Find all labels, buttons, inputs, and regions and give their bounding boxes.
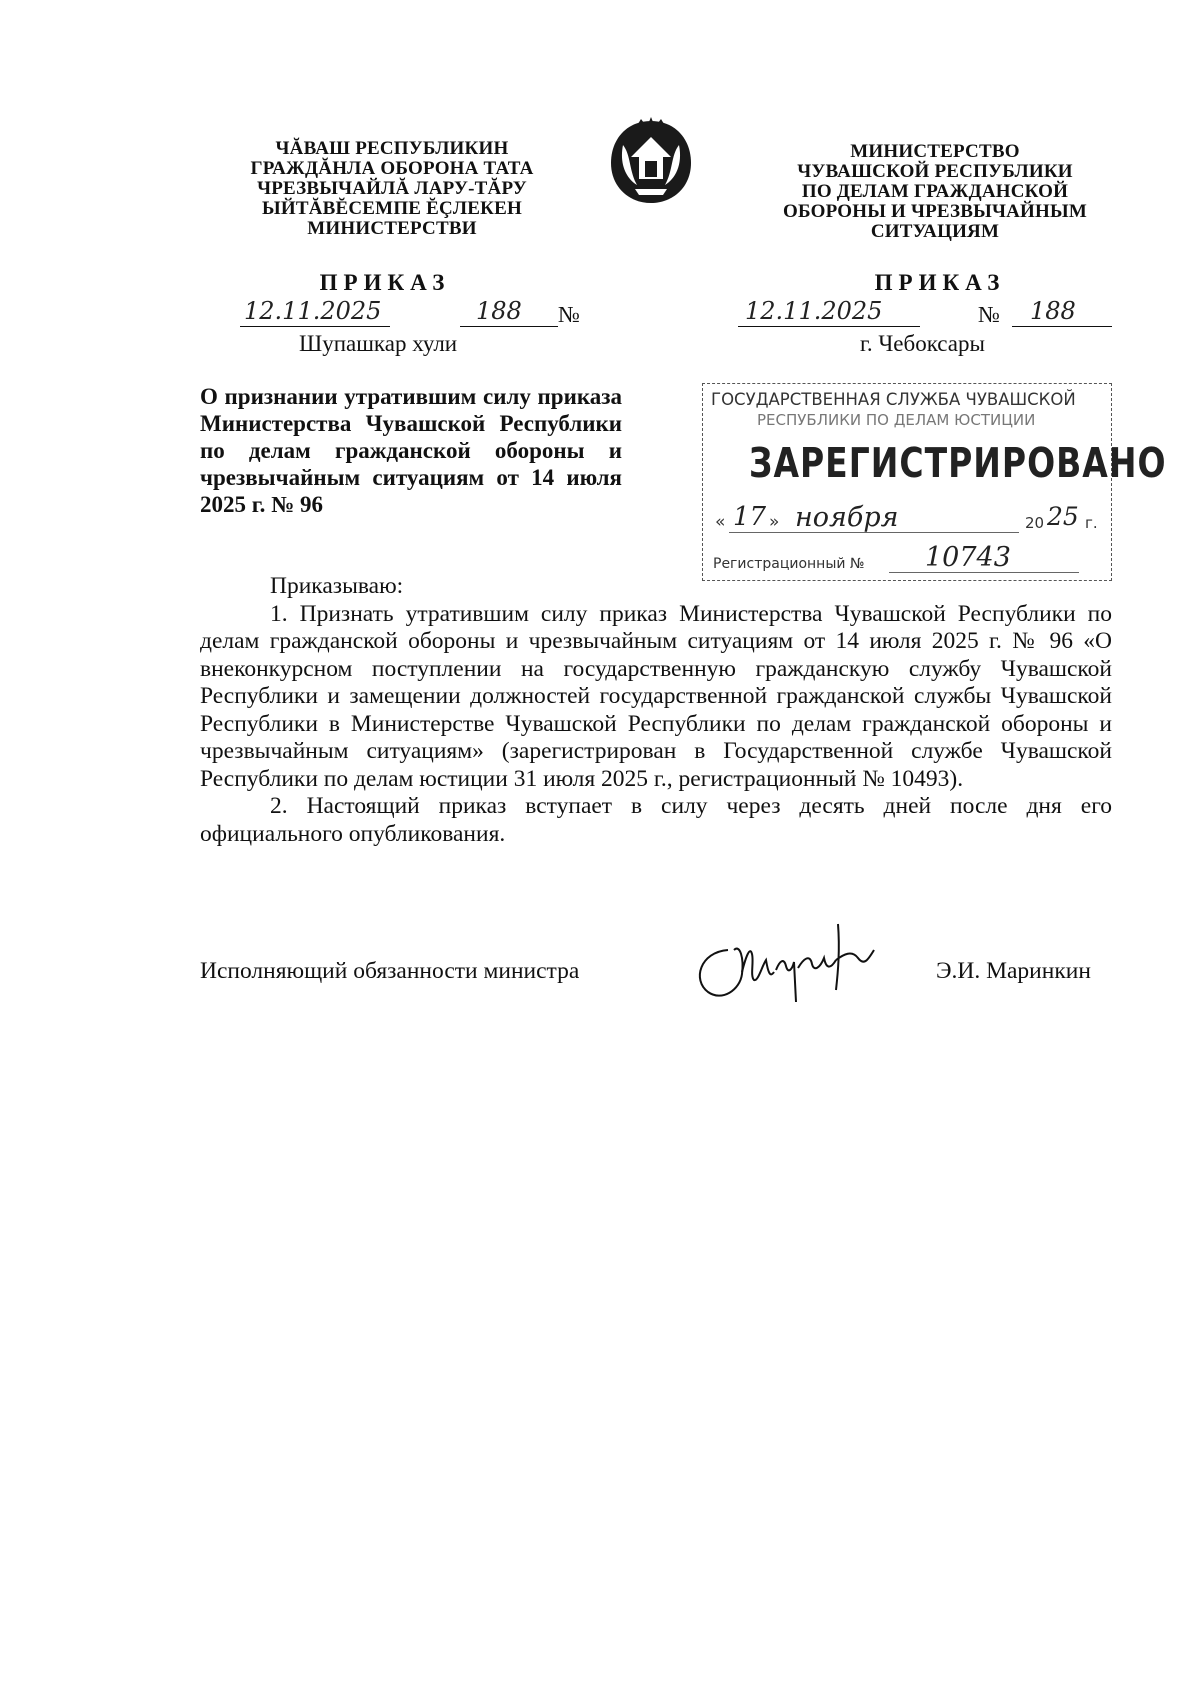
- header-left-line: ГРАЖДĂНЛА ОБОРОНА ТАТА: [250, 158, 534, 179]
- chuvash-republic-emblem-icon: [605, 115, 697, 207]
- number-sign-right: №: [978, 302, 1000, 327]
- document-title: О признании утратившим силу приказа Министерства Чувашской Республики по делам гражданской обороны и чрезвычайным ситуациям от 14 июля 2025 г. № 96: [200, 384, 622, 517]
- stamp-reg-number: 10743: [925, 542, 1011, 573]
- header-right-line: ЧУВАШСКОЙ РЕСПУБЛИКИ: [797, 161, 1073, 182]
- stamp-line2: РЕСПУБЛИКИ ПО ДЕЛАМ ЮСТИЦИИ: [757, 411, 1036, 429]
- signatory-name: Э.И. Маринкин: [936, 958, 1091, 984]
- handwritten-signature-icon: [688, 910, 888, 1010]
- stamp-line1: ГОСУДАРСТВЕННАЯ СЛУЖБА ЧУВАШСКОЙ: [711, 390, 1076, 409]
- stamp-date-underline: [729, 532, 1019, 533]
- place-right: г. Чебоксары: [860, 331, 985, 356]
- header-right-line: ОБОРОНЫ И ЧРЕЗВЫЧАЙНЫМ: [782, 201, 1087, 222]
- number-right: 188: [1030, 297, 1076, 325]
- number-left: 188: [476, 297, 522, 325]
- stamp-year-suffix: 25: [1047, 502, 1079, 531]
- place-left: Шупашкар хули: [299, 331, 458, 356]
- doc-type-right: ПРИКАЗ: [874, 270, 1006, 295]
- stamp-open-quote: «: [715, 512, 726, 532]
- header-left: [212, 139, 572, 239]
- stamp-status: ЗАРЕГИСТРИРОВАНО: [749, 438, 1167, 487]
- header-right-line: СИТУАЦИЯМ: [870, 221, 1000, 242]
- registration-stamp: [702, 383, 1167, 581]
- header-left-line: МИНИСТЕРСТВИ: [307, 218, 477, 239]
- stamp-year-prefix: 20: [1025, 514, 1045, 532]
- stamp-year-unit: г.: [1085, 514, 1098, 532]
- date-left: 12.11.2025: [244, 297, 382, 325]
- header-right: [770, 142, 1100, 242]
- header-left-line: ЧĂВАШ РЕСПУБЛИКИН: [275, 138, 509, 159]
- date-right: 12.11.2025: [745, 297, 883, 325]
- signatory-position: Исполняющий обязанности министра: [200, 958, 580, 984]
- header-right-line: ПО ДЕЛАМ ГРАЖДАНСКОЙ: [801, 181, 1069, 202]
- stamp-month: ноября: [795, 502, 899, 533]
- body-paragraph-1: 1. Признать утратившим силу приказ Министерства Чувашской Республики по делам гражданской обороны и чрезвычайным ситуациям от 14 июля 2025 г. № 96 «О внеконкурсном поступлении на государственную гражданскую службу Чувашской Республики и замещении должностей государственной гражданской службы Чувашской Республики в Министерстве Чувашской Республики по делам гражданской обороны и чрезвычайным ситуациям» (зарегистрирован в Государственной службе Чувашской Республики по делам юстиции 31 июля 2025 г., регистрационный № 10493).: [200, 600, 1112, 792]
- body-intro: Приказываю:: [270, 573, 404, 599]
- stamp-close-quote: »: [769, 512, 780, 532]
- stamp-day: 17: [733, 502, 767, 532]
- number-sign-left: №: [558, 302, 580, 327]
- body-paragraph-2: 2. Настоящий приказ вступает в силу через десять дней после дня его официального опубликования.: [200, 793, 1112, 847]
- header-left-line: ЫЙТĂВĔСЕМПЕ ĔÇЛЕКЕН: [262, 198, 522, 219]
- header-right-line: МИНИСТЕРСТВО: [850, 141, 1020, 162]
- document-body: [200, 573, 1112, 848]
- header-left-line: ЧРЕЗВЫЧАЙЛĂ ЛАРУ-ТĂРУ: [257, 178, 527, 199]
- stamp-reg-label: Регистрационный №: [713, 556, 865, 572]
- doc-type-left: ПРИКАЗ: [319, 270, 451, 295]
